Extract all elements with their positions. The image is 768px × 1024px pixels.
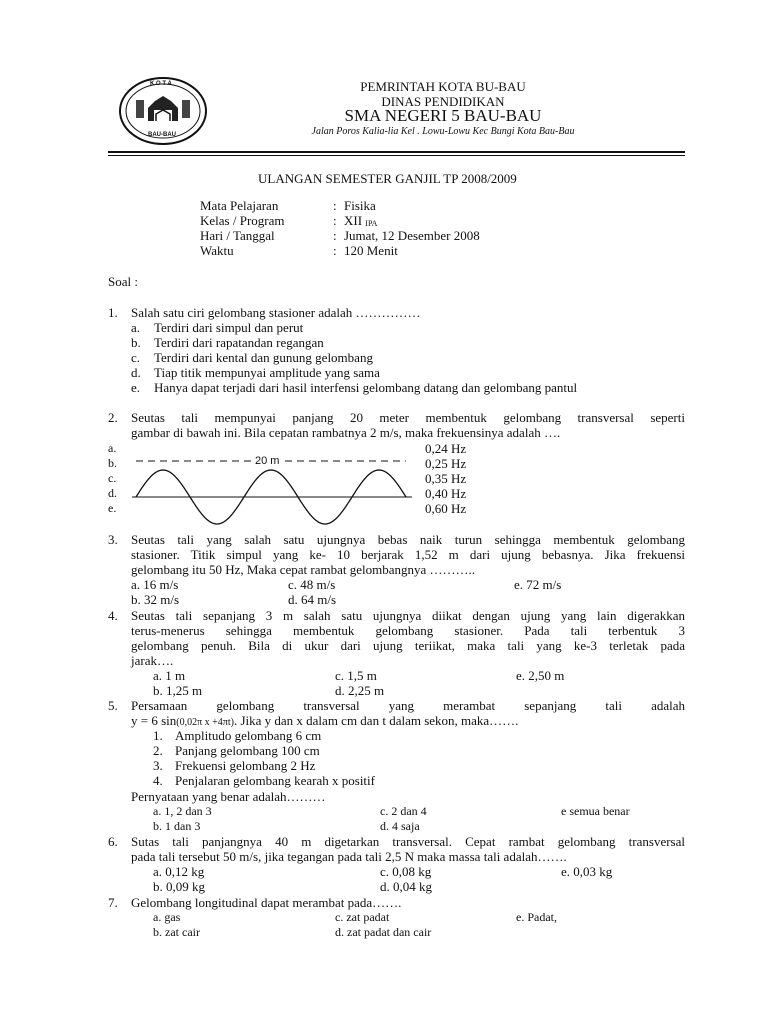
- question-5-option-e: e semua benar: [561, 804, 630, 818]
- question-2-answer-a: 0,24 Hz: [425, 441, 467, 456]
- question-2-answer-b: 0,25 Hz: [425, 456, 467, 471]
- soal-label: Soal :: [108, 274, 138, 289]
- question-6-number: 6.: [108, 834, 118, 849]
- question-5-statement-4: Penjalaran gelombang kearah x positif: [175, 773, 375, 788]
- question-6-line-1: Sutas tali panjangnya 40 m digetarkan transversal. Cepat rambat gelombang transversal: [131, 834, 685, 849]
- info-sep: :: [333, 228, 337, 243]
- header-rule-thick: [108, 151, 685, 153]
- question-5-equation: [131, 713, 518, 729]
- question-3-option-d: d. 64 m/s: [288, 592, 337, 607]
- question-3-option-a: a. 16 m/s: [131, 577, 179, 592]
- question-2-letter-e: e.: [108, 501, 117, 515]
- question-5-equation-units: . Jika y dan x dalam cm dan t dalam sekon, maka…….: [233, 713, 519, 728]
- question-2-answer-e: 0,60 Hz: [425, 501, 467, 516]
- question-3-option-b: b. 32 m/s: [131, 592, 180, 607]
- question-1-text: Salah satu ciri gelombang stasioner adalah ……………: [131, 305, 421, 320]
- question-7-number: 7.: [108, 895, 118, 910]
- question-7-option-d: d. zat padat dan cair: [335, 925, 432, 939]
- header-school-name: SMA NEGERI 5 BAU-BAU: [344, 106, 542, 125]
- question-1-option-e: Hanya dapat terjadi dari hasil interfensi gelombang datang dan gelombang pantul: [154, 380, 578, 395]
- info-sep: :: [333, 198, 337, 213]
- info-label-date: Hari / Tanggal: [200, 228, 275, 243]
- question-5-equation-argument: (0,02π x +4πt): [176, 717, 234, 728]
- question-1-option-b: Terdiri dari rapatandan regangan: [154, 335, 324, 350]
- question-3-option-e: e. 72 m/s: [514, 577, 562, 592]
- logo-text-bottom: BAU-BAU: [148, 132, 176, 138]
- info-sep: :: [333, 213, 337, 228]
- question-1-option-c-letter: c.: [131, 350, 141, 365]
- question-6-option-c: c. 0,08 kg: [380, 864, 432, 879]
- question-5-option-d: d. 4 saja: [380, 819, 420, 833]
- question-6-option-e: e. 0,03 kg: [561, 864, 613, 879]
- question-5-line-1: Persamaan gelombang transversal yang merambat sepanjang tali adalah: [131, 698, 685, 713]
- question-2-number: 2.: [108, 410, 118, 425]
- question-5-option-a: a. 1, 2 dan 3: [153, 804, 212, 818]
- question-3-line-2: stasioner. Titik simpul yang ke- 10 berjarak 1,52 m dari ujung bebasnya. Jika frekuensi: [131, 547, 685, 562]
- info-value-class-grade: XII: [344, 213, 363, 228]
- question-7-option-a: a. gas: [153, 910, 181, 924]
- question-2-letter-d: d.: [108, 486, 117, 500]
- question-4-line-2: terus-menerus sehingga membentuk gelombang stasioner. Pada tali terbentuk 3: [131, 623, 685, 638]
- question-1-option-d: Tiap titik mempunyai amplitude yang sama: [154, 365, 380, 380]
- info-label-subject: Mata Pelajaran: [200, 198, 279, 213]
- question-5-statement-2: Panjang gelombang 100 cm: [175, 743, 320, 758]
- question-6-option-b: b. 0,09 kg: [153, 879, 205, 894]
- question-1-option-d-letter: d.: [131, 365, 141, 380]
- info-label-time: Waktu: [200, 243, 234, 258]
- info-sep: :: [333, 243, 337, 258]
- question-1-option-e-letter: e.: [131, 380, 141, 395]
- question-5-number: 5.: [108, 698, 118, 713]
- question-3-option-c: c. 48 m/s: [288, 577, 336, 592]
- question-2-letter-a: a.: [108, 441, 117, 455]
- question-2-line-1: Seutas tali mempunyai panjang 20 meter membentuk gelombang transversal seperti: [131, 410, 685, 425]
- question-1-option-b-letter: b.: [131, 335, 141, 350]
- question-5-prompt: Pernyataan yang benar adalah………: [131, 789, 326, 804]
- question-5-statement-3: Frekuensi gelombang 2 Hz: [175, 758, 316, 773]
- question-5-statement-1: Amplitudo gelombang 6 cm: [175, 728, 322, 743]
- question-2-line-2: gambar di bawah ini. Bila cepatan rambatnya 2 m/s, maka frekuensinya adalah ….: [131, 425, 561, 440]
- question-5-statement-3-number: 3.: [153, 758, 163, 773]
- question-5-statement-1-number: 1.: [153, 728, 163, 743]
- question-4-option-d: d. 2,25 m: [335, 683, 385, 698]
- question-5-statement-4-number: 4.: [153, 773, 163, 788]
- question-3-line-3: gelombang itu 50 Hz, Maka cepat rambat gelombangnya ………..: [131, 562, 476, 577]
- info-value-time: 120 Menit: [344, 243, 398, 258]
- question-5-option-c: c. 2 dan 4: [380, 804, 427, 818]
- header-government: PEMRINTAH KOTA BU-BAU: [360, 79, 526, 94]
- question-2-answer-d: 0,40 Hz: [425, 486, 467, 501]
- question-5-statement-2-number: 2.: [153, 743, 163, 758]
- info-label-class: Kelas / Program: [200, 213, 285, 228]
- info-value-date: Jumat, 12 Desember 2008: [344, 228, 480, 243]
- header-rule-thin: [108, 155, 685, 156]
- question-6-option-d: d. 0,04 kg: [380, 879, 432, 894]
- question-1-option-a: Terdiri dari simpul dan perut: [154, 320, 304, 335]
- question-6-line-2: pada tali tersebut 50 m/s, jika tegangan pada tali 2,5 N maka massa tali adalah…….: [131, 849, 567, 864]
- info-value-class: [344, 213, 377, 229]
- header-address: Jalan Poros Kalia-lia Kel . Lowu-Lowu Kec Bungi Kota Bau-Bau: [311, 126, 575, 137]
- question-4-number: 4.: [108, 608, 118, 623]
- logo-text-top: K O T A: [150, 81, 172, 87]
- question-1-number: 1.: [108, 305, 118, 320]
- question-4-option-e: e. 2,50 m: [516, 668, 565, 683]
- question-1-option-c: Terdiri dari kental dan gunung gelombang: [154, 350, 373, 365]
- info-value-class-program: IPA: [365, 219, 378, 228]
- question-5-equation-lhs: y = 6 sin: [131, 713, 177, 728]
- question-1-option-a-letter: a.: [131, 320, 141, 335]
- question-7-option-b: b. zat cair: [153, 925, 200, 939]
- question-4-line-1: Seutas tali sepanjang 3 m salah satu ujungnya diikat dengan ujung yang lain digerakkan: [131, 608, 685, 623]
- question-4-option-b: b. 1,25 m: [153, 683, 203, 698]
- header-department: DINAS PENDIDIKAN: [381, 94, 505, 109]
- question-7-option-e: e. Padat,: [516, 910, 557, 924]
- info-value-subject: Fisika: [344, 198, 376, 213]
- exam-title: ULANGAN SEMESTER GANJIL TP 2008/2009: [258, 171, 517, 186]
- question-3-number: 3.: [108, 532, 118, 547]
- question-7-option-c: c. zat padat: [335, 910, 390, 924]
- question-6-option-a: a. 0,12 kg: [153, 864, 205, 879]
- wave-length-label: 20 m: [255, 455, 280, 467]
- wave-figure: [128, 448, 418, 530]
- question-4-option-c: c. 1,5 m: [335, 668, 377, 683]
- question-2-letter-b: b.: [108, 456, 117, 470]
- question-2-answer-c: 0,35 Hz: [425, 471, 467, 486]
- question-4-line-4: jarak….: [131, 653, 174, 668]
- question-5-option-b: b. 1 dan 3: [153, 819, 201, 833]
- question-7-line-1: Gelombang longitudinal dapat merambat pada…….: [131, 895, 402, 910]
- question-2-letter-c: c.: [108, 471, 117, 485]
- question-4-option-a: a. 1 m: [153, 668, 186, 683]
- question-4-line-3: gelombang penuh. Bila di ukur dari ujung teriikat, maka tali yang ke-3 terletak pada: [131, 638, 685, 653]
- question-3-line-1: Seutas tali yang salah satu ujungnya bebas naik turun sehingga membentuk gelombang: [131, 532, 685, 547]
